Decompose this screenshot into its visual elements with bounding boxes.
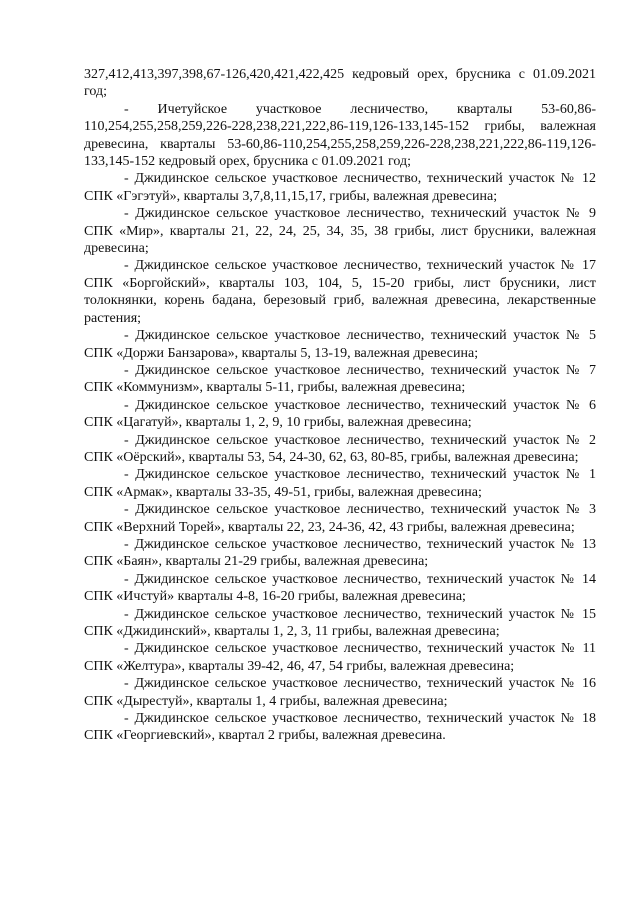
paragraph-9: - Джидинское сельское участковое лесничество, технический участок № 1 СПК «Армак», кварталы 33-35, 49-51, грибы, валежная древесина; — [84, 467, 596, 500]
paragraph-14: - Джидинское сельское участковое лесничество, технический участок № 11 СПК «Желтура», кварталы 39-42, 46, 47, 54 грибы, валежная древесина; — [84, 641, 596, 674]
paragraph-15: - Джидинское сельское участковое лесничество, технический участок № 16 СПК «Дырестуй», кварталы 1, 4 грибы, валежная древесина; — [84, 676, 596, 709]
paragraph-6: - Джидинское сельское участковое лесничество, технический участок № 7 СПК «Коммунизм», кварталы 5-11, грибы, валежная древесина; — [84, 362, 596, 396]
paragraph-11: - Джидинское сельское участковое лесничество, технический участок № 13 СПК «Баян», кварталы 21-29 грибы, валежная древесина; — [84, 536, 596, 570]
paragraph-7: - Джидинское сельское участковое лесничество, технический участок № 6 СПК «Цагатуй», кварталы 1, 2, 9, 10 грибы, валежная древесина; — [84, 397, 596, 431]
paragraph-0: 327,412,413,397,398,67-126,420,421,422,425 кедровый орех, брусника с 01.09.2021 год; — [84, 67, 596, 100]
paragraph-2: - Джидинское сельское участковое лесничество, технический участок № 12 СПК «Гэгэтуй», кварталы 3,7,8,11,15,17, грибы, валежная древесина; — [84, 171, 596, 204]
paragraph-8: - Джидинское сельское участковое лесничество, технический участок № 2 СПК «Оёрский», кварталы 53, 54, 24-30, 62, 63, 80-85, грибы, валежная древесина; — [84, 432, 596, 465]
paragraph-12: - Джидинское сельское участковое лесничество, технический участок № 14 СПК «Ичстуй» кварталы 4-8, 16-20 грибы, валежная древесина; — [84, 571, 596, 605]
document-page — [84, 66, 596, 745]
paragraph-5: - Джидинское сельское участковое лесничество, технический участок № 5 СПК «Доржи Банзарова», кварталы 5, 13-19, валежная древесина; — [84, 328, 596, 361]
paragraph-3: - Джидинское сельское участковое лесничество, технический участок № 9 СПК «Мир», кварталы 21, 22, 24, 25, 34, 35, 38 грибы, лист брусники, валежная древесина; — [84, 206, 596, 257]
paragraph-1: - Ичетуйское участковое лесничество, кварталы 53-60,86-110,254,255,258,259,226-228,238,221,222,86-119,126-133,145-152 грибы, валежная древесина, кварталы 53-60,86-110,254,255,258,259,226-228,238,221,222,86-119,126-133,145-152 кедровый орех, брусника с 01.09.2021 год; — [84, 101, 596, 170]
paragraph-4: - Джидинское сельское участковое лесничество, технический участок № 17 СПК «Боргойский», кварталы 103, 104, 5, 15-20 грибы, лист брусники, лист толокнянки, корень бадана, березовый гриб, валежная древесина, лекарственные растения; — [84, 258, 596, 326]
paragraph-13: - Джидинское сельское участковое лесничество, технический участок № 15 СПК «Джидинский», кварталы 1, 2, 3, 11 грибы, валежная древесина; — [84, 606, 596, 639]
paragraph-10: - Джидинское сельское участковое лесничество, технический участок № 3 СПК «Верхний Торей», кварталы 22, 23, 24-36, 42, 43 грибы, валежная древесина; — [84, 502, 596, 535]
paragraph-16: - Джидинское сельское участковое лесничество, технический участок № 18 СПК «Георгиевский», квартал 2 грибы, валежная древесина. — [84, 711, 596, 744]
